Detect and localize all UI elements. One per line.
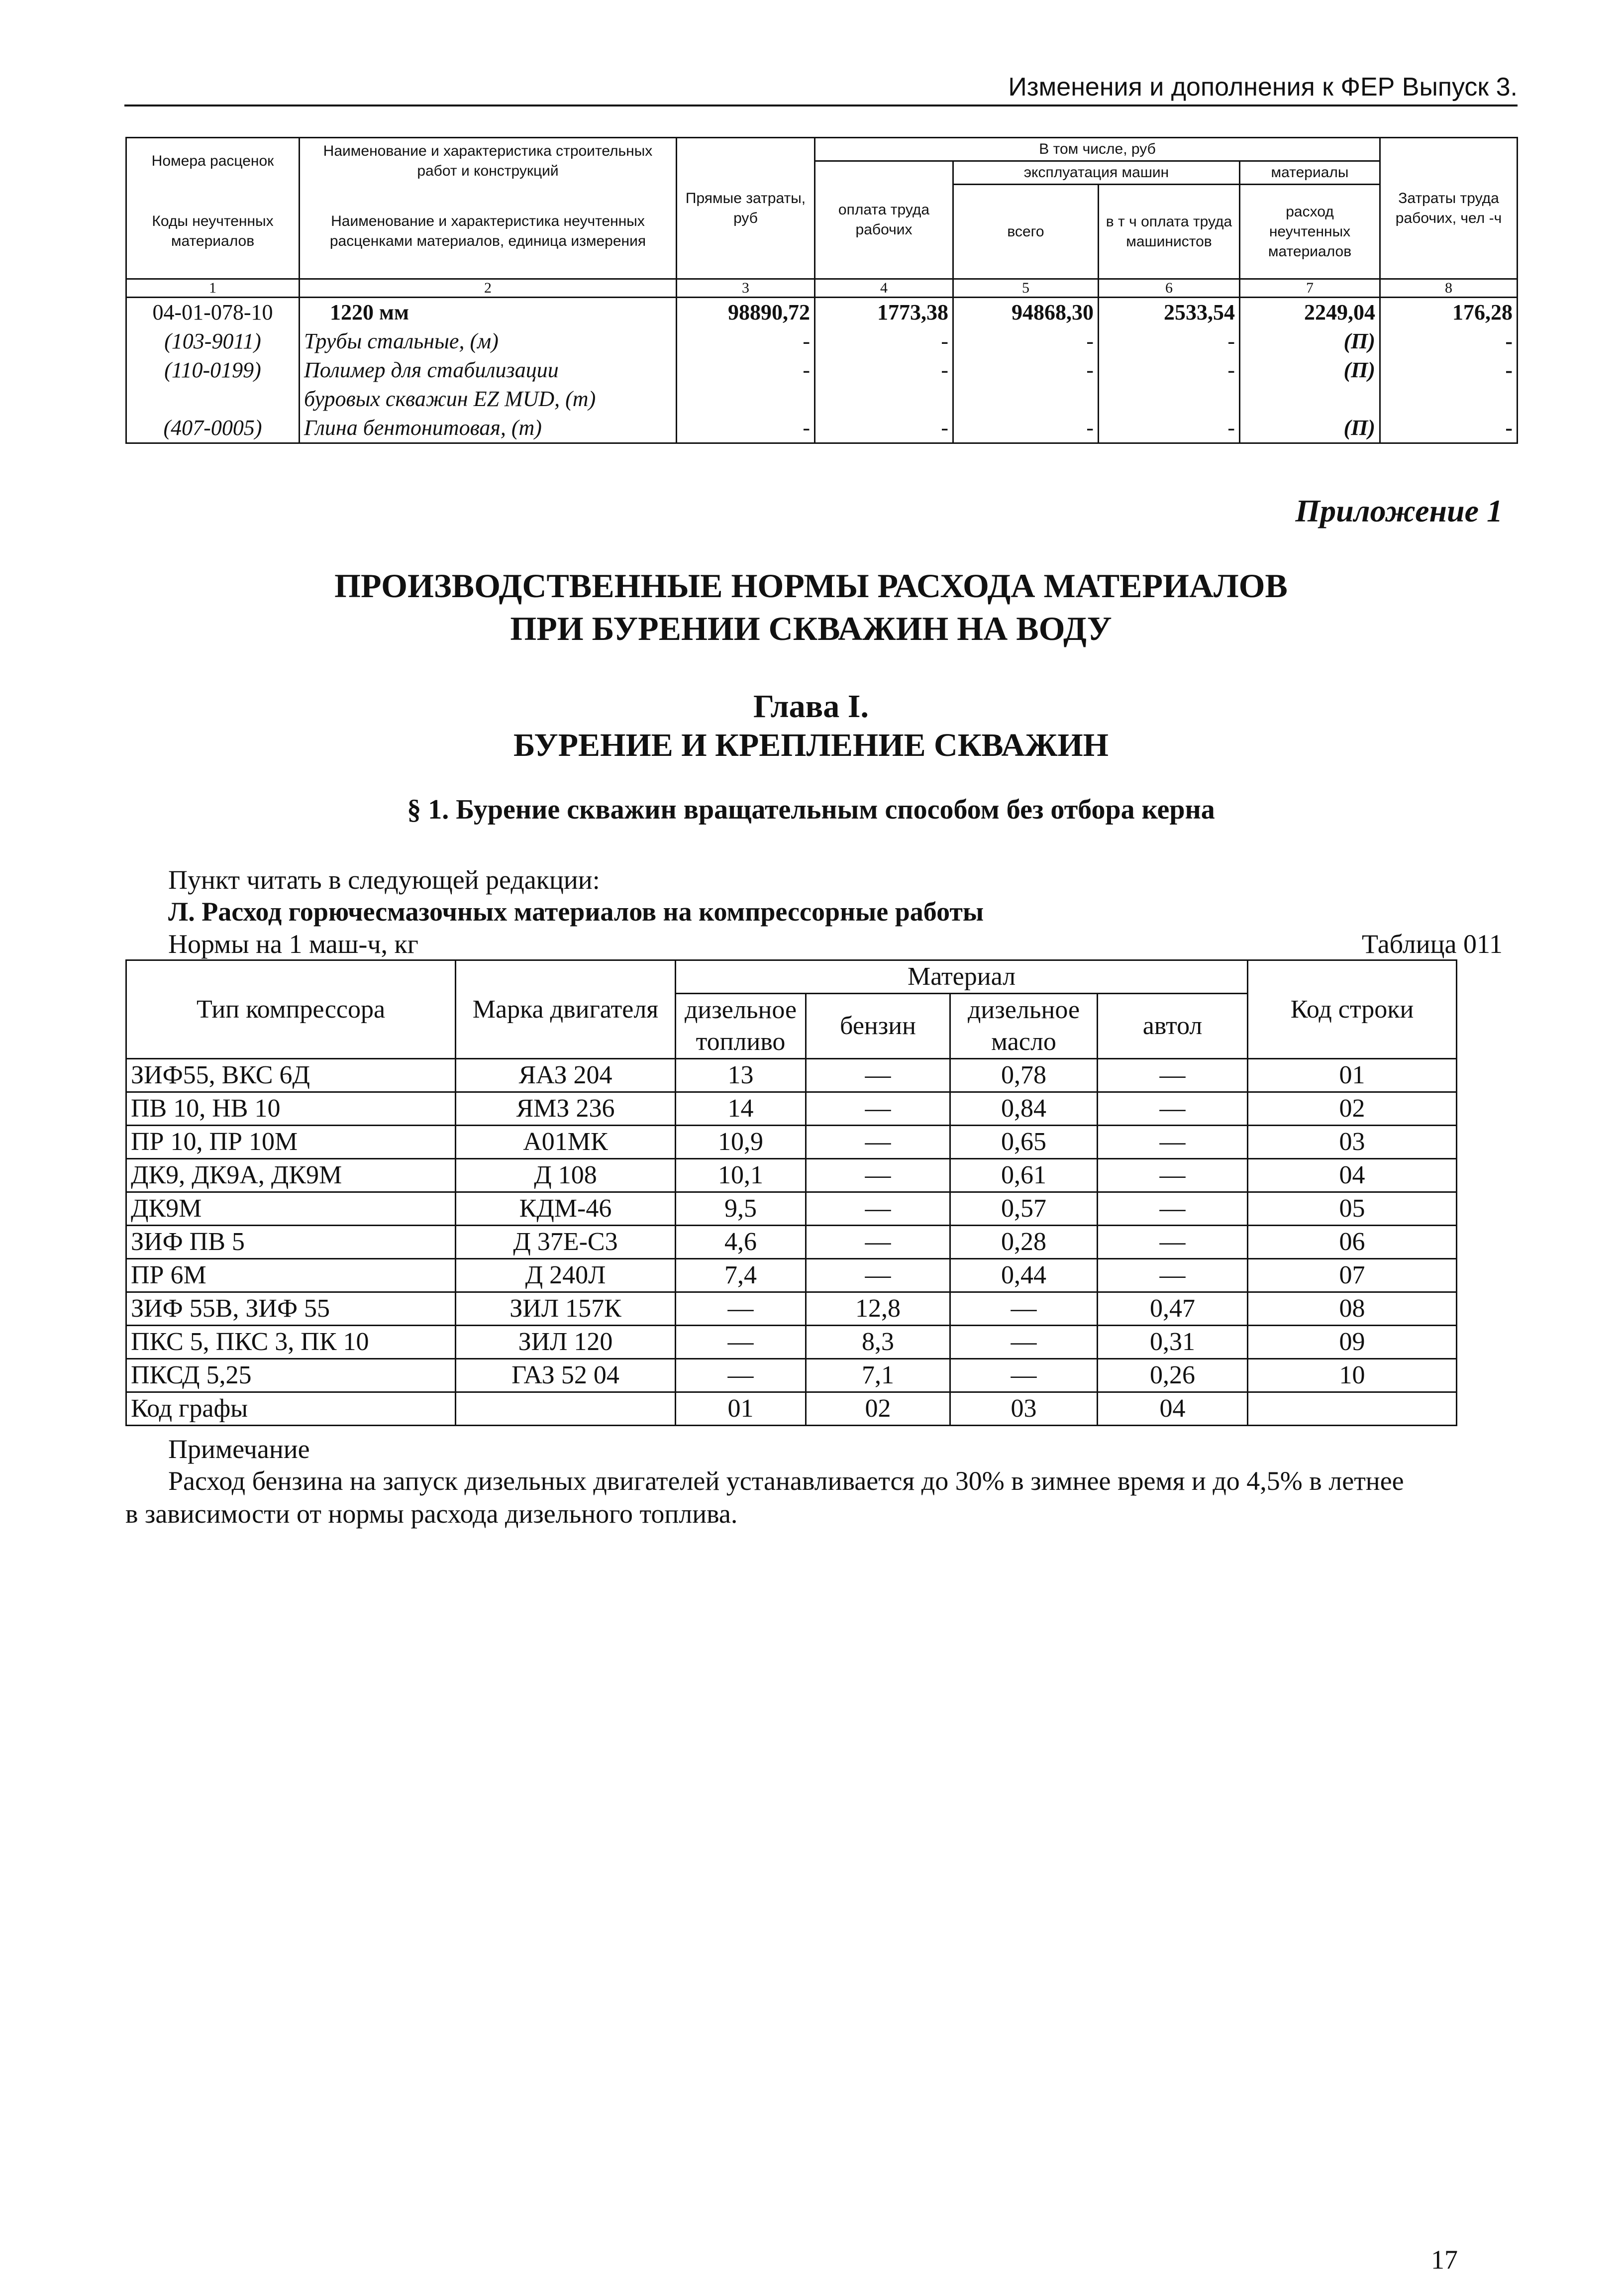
cell-code: 10 (1248, 1359, 1457, 1392)
cell-code: 03 (1248, 1126, 1457, 1159)
th-codes-top: Номера расценок (126, 138, 300, 185)
cell-engine: ЯАЗ 204 (456, 1059, 676, 1092)
cell-avtol: — (1098, 1259, 1248, 1292)
cell (1380, 385, 1518, 414)
cell-diesel-oil: — (950, 1326, 1098, 1359)
cell (953, 385, 1099, 414)
cell-type: ДК9, ДК9А, ДК9М (126, 1159, 456, 1192)
cell-avtol: — (1098, 1059, 1248, 1092)
cell-engine: КДМ-46 (456, 1192, 676, 1226)
cell: - (1099, 356, 1240, 385)
th-codes-bottom: Коды неучтенных материалов (126, 185, 300, 279)
cell-diesel-oil: 0,61 (950, 1159, 1098, 1192)
cell-diesel-fuel: 4,6 (676, 1226, 806, 1259)
cell: 2249,04 (1240, 298, 1380, 327)
cell: 98890,72 (677, 298, 815, 327)
cell-code: 09 (1248, 1326, 1457, 1359)
footer-code: 02 (806, 1392, 950, 1426)
cell-engine: ГАЗ 52 04 (456, 1359, 676, 1392)
cell-petrol: 8,3 (806, 1326, 950, 1359)
table-row (126, 1359, 1457, 1392)
th-labor-pay: оплата труда рабочих (815, 161, 953, 279)
table-row (126, 1159, 1457, 1192)
col-number: 2 (300, 279, 677, 298)
material-name: буровых скважин EZ MUD, (т) (300, 385, 677, 414)
cell-avtol: 0,31 (1098, 1326, 1248, 1359)
pricing-table (125, 137, 1518, 444)
cell-diesel-fuel: — (676, 1292, 806, 1326)
cell: (П) (1240, 414, 1380, 443)
footer-code: 03 (950, 1392, 1098, 1426)
cell-type: ЗИФ 55В, ЗИФ 55 (126, 1292, 456, 1326)
work-name: 1220 мм (300, 298, 677, 327)
col-number: 1 (126, 279, 300, 298)
cell-engine: Д 108 (456, 1159, 676, 1192)
footer-code: 01 (676, 1392, 806, 1426)
cell (1099, 385, 1240, 414)
cell-petrol: — (806, 1226, 950, 1259)
section-title: § 1. Бурение скважин вращательным способом без отбора керна (407, 794, 1215, 825)
cell: (П) (1240, 356, 1380, 385)
cell-diesel-fuel: — (676, 1359, 806, 1392)
th-name-top: Наименование и характеристика строительных работ и конструкций (300, 138, 677, 185)
cell-type: ЗИФ ПВ 5 (126, 1226, 456, 1259)
th-labor-hours: Затраты труда рабочих, чел -ч (1380, 138, 1518, 279)
cell: (П) (1240, 327, 1380, 356)
material-code: (110-0199) (126, 356, 300, 385)
cell-diesel-oil: 0,28 (950, 1226, 1098, 1259)
table-row (126, 356, 1518, 385)
table-row (126, 1226, 1457, 1259)
col-number: 8 (1380, 279, 1518, 298)
col-number: 3 (677, 279, 815, 298)
th-operator-pay: в т ч оплата труда машинистов (1099, 185, 1240, 279)
cell-engine: Д 240Л (456, 1259, 676, 1292)
appendix-label: Приложение 1 (1295, 493, 1503, 528)
cell-diesel-fuel: 13 (676, 1059, 806, 1092)
cell-engine: ЯМЗ 236 (456, 1092, 676, 1126)
th-material: Материал (676, 960, 1248, 994)
cell: 94868,30 (953, 298, 1099, 327)
cell-avtol: — (1098, 1226, 1248, 1259)
cell-type: ПКС 5, ПКС 3, ПК 10 (126, 1326, 456, 1359)
cell-engine: ЗИЛ 157К (456, 1292, 676, 1326)
table-row (126, 1192, 1457, 1226)
cell: - (677, 414, 815, 443)
th-engine: Марка двигателя (456, 960, 676, 1059)
cell-diesel-fuel: — (676, 1326, 806, 1359)
cell-petrol: — (806, 1092, 950, 1126)
rate-code: 04-01-078-10 (126, 298, 300, 327)
footer-cell (456, 1392, 676, 1426)
norms-unit: Нормы на 1 маш-ч, кг (168, 929, 418, 959)
table-row (126, 385, 1518, 414)
footer-cell (1248, 1392, 1457, 1426)
cell-engine: ЗИЛ 120 (456, 1326, 676, 1359)
cell-type: ПВ 10, НВ 10 (126, 1092, 456, 1126)
cell: - (953, 327, 1099, 356)
material-code: (407-0005) (126, 414, 300, 443)
page-number: 17 (1431, 2245, 1458, 2275)
cell: 2533,54 (1099, 298, 1240, 327)
table-row (126, 414, 1518, 443)
cell-petrol: — (806, 1126, 950, 1159)
cell: - (677, 356, 815, 385)
cell-diesel-fuel: 10,9 (676, 1126, 806, 1159)
th-row-code: Код строки (1248, 960, 1457, 1059)
note-heading: Примечание (168, 1434, 310, 1464)
cell: - (815, 327, 953, 356)
material-code (126, 385, 300, 414)
material-name: Трубы стальные, (м) (300, 327, 677, 356)
th-exploit: эксплуатация машин (953, 161, 1240, 185)
table-row (126, 327, 1518, 356)
cell-code: 06 (1248, 1226, 1457, 1259)
th-compressor-type: Тип компрессора (126, 960, 456, 1059)
cell-type: ПР 6М (126, 1259, 456, 1292)
cell (677, 385, 815, 414)
fuel-norms-table (125, 959, 1457, 1426)
chapter-number: Глава I. (753, 688, 869, 725)
main-title-line1: ПРОИЗВОДСТВЕННЫЕ НОРМЫ РАСХОДА МАТЕРИАЛОВ (334, 567, 1288, 605)
cell-code: 01 (1248, 1059, 1457, 1092)
th-name-bottom: Наименование и характеристика неучтенных расценками материалов, единица измерения (300, 185, 677, 279)
cell: - (1099, 327, 1240, 356)
th-diesel-fuel: дизельное топливо (676, 994, 806, 1059)
cell-diesel-oil: 0,84 (950, 1092, 1098, 1126)
cell-diesel-fuel: 7,4 (676, 1259, 806, 1292)
cell-diesel-fuel: 14 (676, 1092, 806, 1126)
th-total: всего (953, 185, 1099, 279)
cell-diesel-oil: 0,44 (950, 1259, 1098, 1292)
th-petrol: бензин (806, 994, 950, 1059)
main-title-line2: ПРИ БУРЕНИИ СКВАЖИН НА ВОДУ (510, 610, 1112, 647)
cell-petrol: 7,1 (806, 1359, 950, 1392)
cell-diesel-fuel: 9,5 (676, 1192, 806, 1226)
running-header: Изменения и дополнения к ФЕР Выпуск 3. (124, 70, 1518, 106)
col-number: 6 (1099, 279, 1240, 298)
col-number: 4 (815, 279, 953, 298)
cell: 1773,38 (815, 298, 953, 327)
cell-type: ПР 10, ПР 10М (126, 1126, 456, 1159)
table-row (126, 298, 1518, 327)
cell-petrol: — (806, 1259, 950, 1292)
col-number: 5 (953, 279, 1099, 298)
cell-avtol: 0,26 (1098, 1359, 1248, 1392)
th-diesel-oil: дизельное масло (950, 994, 1098, 1059)
cell: - (1099, 414, 1240, 443)
cell: - (815, 356, 953, 385)
cell (1240, 385, 1380, 414)
th-incl: В том числе, руб (815, 138, 1380, 161)
cell (815, 385, 953, 414)
table-row (126, 1292, 1457, 1326)
cell-code: 02 (1248, 1092, 1457, 1126)
cell: - (677, 327, 815, 356)
cell-diesel-oil: — (950, 1292, 1098, 1326)
table-row (126, 1259, 1457, 1292)
cell: - (953, 356, 1099, 385)
cell-petrol: 12,8 (806, 1292, 950, 1326)
th-materials: материалы (1240, 161, 1380, 185)
subsection-title: Л. Расход горючесмазочных материалов на компрессорные работы (168, 897, 984, 927)
cell: - (1380, 414, 1518, 443)
cell-diesel-oil: — (950, 1359, 1098, 1392)
table-row (126, 1326, 1457, 1359)
footer-label: Код графы (126, 1392, 456, 1426)
cell-petrol: — (806, 1059, 950, 1092)
th-direct-costs: Прямые затраты, руб (677, 138, 815, 279)
cell-petrol: — (806, 1192, 950, 1226)
cell-avtol: — (1098, 1192, 1248, 1226)
th-avtol: автол (1098, 994, 1248, 1059)
cell-engine: А01МК (456, 1126, 676, 1159)
cell-diesel-oil: 0,57 (950, 1192, 1098, 1226)
cell: - (953, 414, 1099, 443)
cell: - (1380, 356, 1518, 385)
table-row (126, 1059, 1457, 1092)
note-line1: Расход бензина на запуск дизельных двигателей устанавливается до 30% в зимнее время и до 4,5% в летнее (168, 1466, 1404, 1496)
cell-diesel-oil: 0,65 (950, 1126, 1098, 1159)
cell-avtol: — (1098, 1159, 1248, 1192)
material-code: (103-9011) (126, 327, 300, 356)
cell-engine: Д 37Е-С3 (456, 1226, 676, 1259)
note-line2: в зависимости от нормы расхода дизельного топлива. (125, 1499, 738, 1529)
footer-code: 04 (1098, 1392, 1248, 1426)
table-number: Таблица 011 (1362, 929, 1503, 959)
cell-type: ЗИФ55, ВКС 6Д (126, 1059, 456, 1092)
cell: 176,28 (1380, 298, 1518, 327)
cell-type: ДК9М (126, 1192, 456, 1226)
th-material-usage: расход неучтенных материалов (1240, 185, 1380, 279)
cell-diesel-oil: 0,78 (950, 1059, 1098, 1092)
table-row (126, 1092, 1457, 1126)
cell-code: 07 (1248, 1259, 1457, 1292)
table-row (126, 1126, 1457, 1159)
cell-diesel-fuel: 10,1 (676, 1159, 806, 1192)
table-footer-row (126, 1392, 1457, 1426)
cell: - (815, 414, 953, 443)
cell-type: ПКСД 5,25 (126, 1359, 456, 1392)
col-number: 7 (1240, 279, 1380, 298)
material-name: Глина бентонитовая, (т) (300, 414, 677, 443)
cell-avtol: — (1098, 1092, 1248, 1126)
material-name: Полимер для стабилизации (300, 356, 677, 385)
cell: - (1380, 327, 1518, 356)
cell-petrol: — (806, 1159, 950, 1192)
intro-text: Пункт читать в следующей редакции: (168, 865, 600, 895)
chapter-title: БУРЕНИЕ И КРЕПЛЕНИЕ СКВАЖИН (513, 727, 1109, 763)
cell-avtol: 0,47 (1098, 1292, 1248, 1326)
cell-code: 04 (1248, 1159, 1457, 1192)
cell-avtol: — (1098, 1126, 1248, 1159)
cell-code: 05 (1248, 1192, 1457, 1226)
cell-code: 08 (1248, 1292, 1457, 1326)
